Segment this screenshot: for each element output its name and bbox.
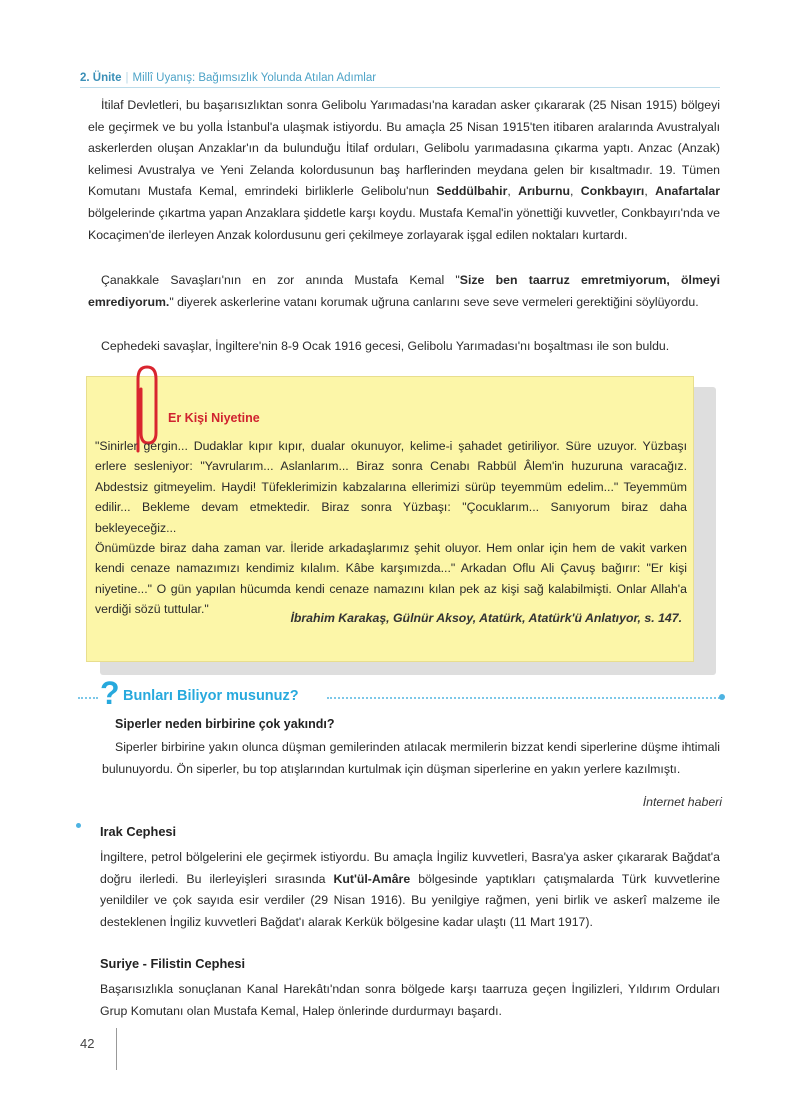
text-run: ,: [570, 184, 581, 199]
paragraph-suriye: [100, 979, 720, 1022]
page-header: [80, 72, 720, 88]
did-you-know-title: Bunları Biliyor musunuz?: [123, 688, 299, 704]
paragraph-gallipoli: [88, 95, 720, 246]
quote-text: [95, 436, 687, 620]
text-run: İtilaf Devletleri, bu başarısızlıktan sonra Gelibolu Yarımadası'na karadan asker çıkararak (25 Nisan 1915) bölgeyi ele geçirmek ve bu yolla İstanbul'a ulaşmak istiyordu. Bu amaçla 25 Nisan 1915'ten itibaren aralarında Avustralyalı askerlerden oluşan Anzaklar'ın da bulunduğu İtilaf orduları, Gelibolu yarımadasına çıkarma yaptı. Anzac (Anzak) kelimesi Avustralya ve Yeni Zelanda kolordusunun baş harflerinden meydana gelen bir kısaltmadır. 19. Tümen Komutanı Mustafa Kemal, emrindeki birliklerle Gelibolu'nun: [88, 98, 720, 199]
text-run: ,: [507, 184, 519, 199]
bold-term: Conkbayırı: [580, 184, 645, 199]
did-you-know-question: Siperler neden birbirine çok yakındı?: [115, 717, 335, 731]
text-run: bölgelerinde çıkartma yapan Anzaklara şiddetle karşı koydu. Mustafa Kemal'in yönettiği kuvvetler, Conkbayırı'nda ve Kocaçimen'de ilerleyen Anzak kolordusunu geri çekilmeye zorlayarak işgal edilen noktaları kurtardı.: [88, 205, 720, 242]
page-number: 42: [80, 1036, 95, 1051]
bold-term: Seddülbahir: [436, 184, 508, 199]
bold-term: Size ben taarruz emretmiyorum, ölmeyi emrediyorum.: [88, 273, 720, 309]
quote-text-part-2: Önümüzde biraz daha zaman var. İleride arkadaşlarımız şehit oluyor. Hem onlar için hem de vakit varken kendi cenaze namazımızı kendimiz kılalım. Kâbe karşımızda..." Arkadan Oflu Ali Çavuş bağırır: "Er kişi niyetine..." O gün yapılan hücumda kendi cenaze namazını kılan pek az kişi sağ kalabilmişti. Onlar Allah'a verdiği sözü tuttular.": [95, 541, 687, 617]
text-run: ,: [644, 184, 656, 199]
paragraph-evacuation: [88, 336, 720, 358]
did-you-know-answer: Siperler birbirine yakın olunca düşman gemilerinden atılacak mermilerin bizzat kendi siperlerine düşme ihtimali bulunuyordu. Ön siperler, bu top atışlarından kurtulmak için düşman siperlerine en yakın yerlere kazılmıştı.: [102, 740, 720, 776]
text-run: Başarısızlıkla sonuçlanan Kanal Harekâtı'ndan sonra bölgede karşı taarruza geçen İngilizleri, Yıldırım Orduları Grup Komutanı olan Mustafa Kemal, Halep önlerinde durdurmayı başardı.: [100, 982, 720, 1018]
text-run: Cephedeki savaşlar, İngiltere'nin 8-9 Ocak 1916 gecesi, Gelibolu Yarımadası'nı boşaltması ile son buldu.: [101, 339, 670, 353]
text-run: İngiltere, petrol bölgelerini ele geçirmek istiyordu. Bu amaçla İngiliz kuvvetleri, Basra'ya asker çıkararak Bağdat'a doğru ilerledi. Bu ilerleyişleri sırasında: [100, 850, 720, 886]
chapter-title: Millî Uyanış: Bağımsızlık Yolunda Atılan Adımlar: [132, 72, 377, 84]
bold-term: Anafartalar: [655, 184, 720, 199]
unit-label: 2. Ünite: [80, 72, 122, 84]
bold-term: Arıburnu: [518, 184, 571, 199]
text-run: bölgesinde yaptıkları çatışmalarda Türk kuvvetlerine yenildiler ve çok sayıda esir verdiler (29 Nisan 1916). Bu yenilgiye rağmen, yeni birlik ve askerî malzeme ile desteklenen İngiliz kuvvetleri Bağdat'ı alarak Kerkük bölgesine kadar ulaştı (11 Mart 1917).: [100, 871, 720, 929]
did-you-know-left-dots: [78, 697, 98, 699]
section-heading-irak: Irak Cephesi: [100, 824, 177, 839]
question-mark-icon: ?: [100, 675, 120, 711]
quote-title: Er Kişi Niyetine: [168, 411, 260, 425]
paragraph-irak: [100, 847, 720, 933]
header-separator: |: [125, 72, 129, 84]
quote-text-part-1: "Sinirler gergin... Dudaklar kıpır kıpır, dualar okunuyor, kelime-i şahadet getiriliyor. Süre uzuyor. Yüzbaşı erlere sesleniyor: "Yavrularım... Aslanlarım... Biraz sonra Cenabı Rabbül Âlem'in huzuruna varacağız. Abdestsiz gitmeyelim. Haydi! Tüfeklerimizin kabzalarına ellerimizi sürüp teyemmüm edelim..." Teyemmüm edilir... Bekleme devam etmektedir. Biraz sonra Yüzbaşı: "Çocuklarım... Sanıyorum biraz daha bekleyeceğiz...: [95, 439, 687, 535]
did-you-know-right-dots: [327, 697, 720, 699]
did-you-know-source: İnternet haberi: [642, 795, 722, 809]
divider-dot-icon: [719, 694, 725, 700]
paragraph-quote-mustafa-kemal: [88, 270, 720, 313]
quote-citation: İbrahim Karakaş, Gülnür Aksoy, Atatürk, Atatürk'ü Anlatıyor, s. 147.: [290, 611, 682, 625]
page-number-rule: [116, 1028, 117, 1070]
text-run: " diyerek askerlerine vatanı korumak uğruna canlarını seve seve vermeleri gerektiğini söylüyordu.: [169, 294, 699, 309]
section-heading-suriye: Suriye - Filistin Cephesi: [100, 956, 246, 971]
text-run: Çanakkale Savaşları'nın en zor anında Mustafa Kemal ": [101, 273, 460, 287]
bold-term: Kut'ül-Amâre: [333, 871, 411, 886]
bullet-dot-icon: [76, 823, 81, 828]
